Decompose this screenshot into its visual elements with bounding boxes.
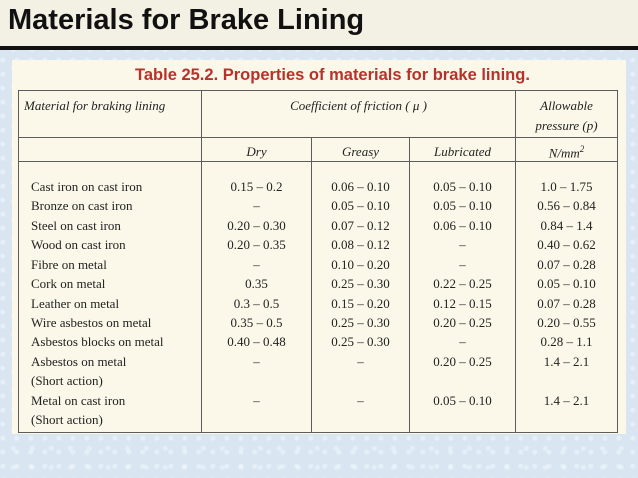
- cell-pressure: 0.05 – 0.10: [537, 276, 596, 291]
- cell-dry: –: [253, 198, 260, 213]
- cell-material: Cork on metal: [31, 276, 106, 291]
- table-right-rule: [617, 90, 618, 433]
- cell-material: Asbestos blocks on metal: [31, 334, 164, 349]
- cell-pressure: 1.4 – 2.1: [543, 354, 590, 369]
- table-sheet: [12, 60, 626, 434]
- cell-lubricated: 0.05 – 0.10: [433, 393, 492, 408]
- cell-lubricated: 0.12 – 0.15: [433, 296, 492, 311]
- cell-greasy: 0.15 – 0.20: [331, 296, 390, 311]
- cell-lubricated: 0.20 – 0.25: [433, 315, 492, 330]
- cell-pressure: 0.20 – 0.55: [537, 315, 596, 330]
- cell-lubricated: –: [459, 257, 466, 272]
- slide-title: Materials for Brake Lining: [8, 4, 365, 36]
- header-unit: [516, 144, 617, 161]
- cell-material: Steel on cast iron: [31, 218, 121, 233]
- table-mid-rule: [18, 137, 618, 138]
- cell-material: Wood on cast iron: [31, 237, 126, 252]
- header-unit-base: N/mm: [548, 145, 580, 161]
- cell-greasy: –: [357, 393, 364, 408]
- cell-pressure: 0.84 – 1.4: [540, 218, 593, 233]
- cell-dry: 0.20 – 0.35: [227, 237, 286, 252]
- table-caption: Table 25.2. Properties of materials for brake lining.: [135, 66, 530, 84]
- cell-dry: 0.3 – 0.5: [233, 296, 280, 311]
- header-material: Material for braking lining: [24, 98, 166, 113]
- cell-pressure: 0.28 – 1.1: [540, 334, 593, 349]
- cell-lubricated: –: [459, 334, 466, 349]
- cell-lubricated: 0.06 – 0.10: [433, 218, 492, 233]
- table-bottom-rule: [18, 432, 618, 433]
- cell-pressure: 0.07 – 0.28: [537, 296, 596, 311]
- cell-dry: 0.15 – 0.2: [230, 179, 283, 194]
- cell-greasy: 0.07 – 0.12: [331, 218, 390, 233]
- cell-dry: –: [253, 354, 260, 369]
- cell-greasy: 0.25 – 0.30: [331, 276, 390, 291]
- header-dry: Dry: [246, 144, 267, 159]
- cell-greasy: 0.25 – 0.30: [331, 315, 390, 330]
- cell-material: Fibre on metal: [31, 257, 107, 272]
- cell-dry: –: [253, 393, 260, 408]
- cell-lubricated: 0.05 – 0.10: [433, 179, 492, 194]
- cell-lubricated: 0.22 – 0.25: [433, 276, 492, 291]
- cell-pressure: 1.4 – 2.1: [543, 393, 590, 408]
- header-allowable: Allowable: [540, 98, 593, 113]
- cell-material: Cast iron on cast iron: [31, 179, 143, 194]
- cell-pressure: 0.07 – 0.28: [537, 257, 596, 272]
- cell-lubricated: 0.05 – 0.10: [433, 198, 492, 213]
- header-greasy: Greasy: [341, 144, 380, 159]
- cell-pressure: 0.56 – 0.84: [537, 198, 596, 213]
- table-left-rule: [18, 90, 19, 433]
- table-top-rule: [18, 90, 618, 91]
- header-lubricated: Lubricated: [433, 144, 492, 159]
- cell-dry: 0.40 – 0.48: [227, 334, 286, 349]
- cell-material: Asbestos on metal: [31, 354, 127, 369]
- cell-greasy: 0.05 – 0.10: [331, 198, 390, 213]
- cell-greasy: 0.08 – 0.12: [331, 237, 390, 252]
- cell-greasy: –: [357, 354, 364, 369]
- cell-material: Bronze on cast iron: [31, 198, 133, 213]
- cell-material: (Short action): [31, 373, 103, 388]
- cell-material: (Short action): [31, 412, 103, 427]
- cell-pressure: 1.0 – 1.75: [540, 179, 593, 194]
- cell-greasy: 0.25 – 0.30: [331, 334, 390, 349]
- cell-dry: 0.35 – 0.5: [230, 315, 283, 330]
- cell-material: Leather on metal: [31, 296, 120, 311]
- cell-pressure: 0.40 – 0.62: [537, 237, 596, 252]
- header-coefficient: Coefficient of friction ( μ ): [290, 98, 427, 113]
- cell-greasy: 0.10 – 0.20: [331, 257, 390, 272]
- cell-dry: 0.20 – 0.30: [227, 218, 286, 233]
- title-bar: [0, 0, 638, 50]
- cell-dry: 0.35: [245, 276, 268, 291]
- cell-material: Wire asbestos on metal: [31, 315, 152, 330]
- cell-greasy: 0.06 – 0.10: [331, 179, 390, 194]
- header-pressure: pressure (p): [535, 118, 598, 133]
- header-unit-exponent: 2: [579, 144, 585, 154]
- cell-material: Metal on cast iron: [31, 393, 126, 408]
- cell-dry: –: [253, 257, 260, 272]
- cell-lubricated: 0.20 – 0.25: [433, 354, 492, 369]
- cell-lubricated: –: [459, 237, 466, 252]
